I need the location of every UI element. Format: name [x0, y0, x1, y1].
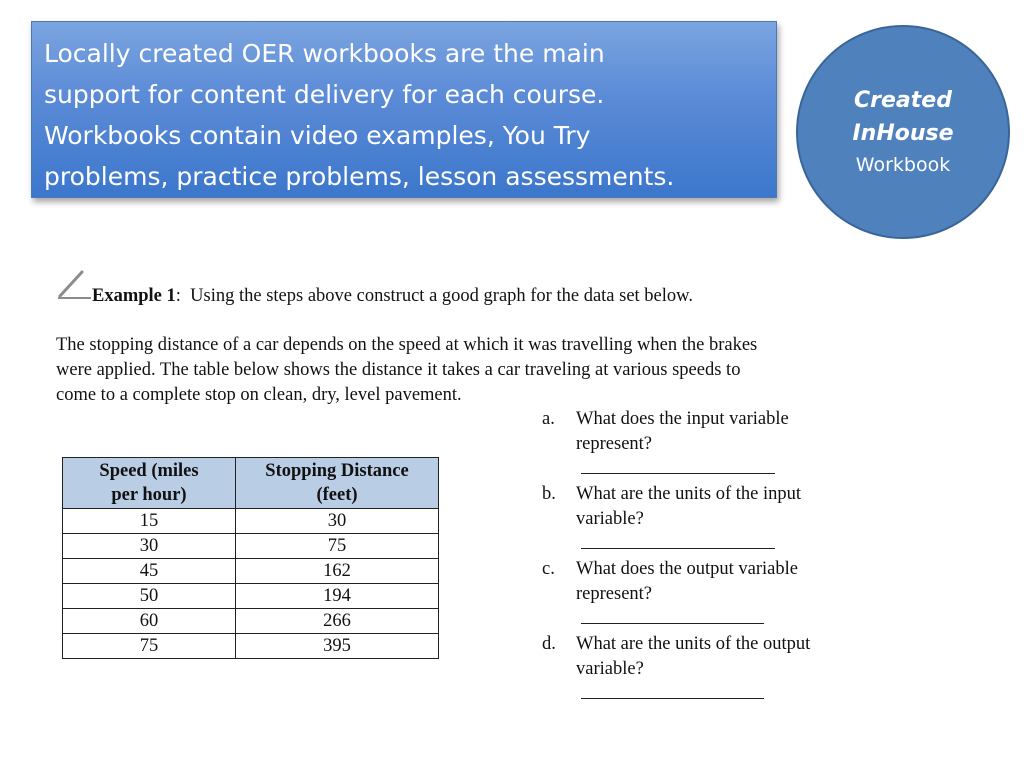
question-text: variable?	[576, 659, 644, 679]
stopping-distance-table	[62, 457, 439, 659]
callout-line: problems, practice problems, lesson assessments.	[44, 162, 675, 191]
cell-distance: 75	[236, 534, 439, 559]
cell-speed: 75	[63, 634, 236, 659]
badge-inhouse: InHouse	[852, 121, 954, 146]
table-row	[63, 534, 439, 559]
example-text: Using the steps above construct a good graph for the data set below.	[190, 286, 693, 306]
cell-speed: 60	[63, 609, 236, 634]
question-text: What does the input variable	[576, 409, 789, 429]
header-speed: Speed (miles per hour)	[63, 458, 236, 509]
pencil-icon	[56, 266, 92, 302]
cell-distance: 194	[236, 584, 439, 609]
cell-distance: 395	[236, 634, 439, 659]
example-label: Example 1	[92, 286, 176, 306]
callout-line: Workbooks contain video examples, You Try	[44, 121, 591, 150]
question-text: What are the units of the output	[576, 634, 811, 654]
cell-speed: 30	[63, 534, 236, 559]
workbook-badge	[796, 25, 1010, 239]
question-letter: d.	[542, 634, 556, 654]
answer-blank	[581, 532, 775, 549]
answer-blank	[581, 607, 764, 624]
cell-speed: 50	[63, 584, 236, 609]
intro-callout	[31, 21, 777, 198]
question-text: represent?	[576, 584, 653, 604]
cell-speed: 15	[63, 509, 236, 534]
description-line: were applied. The table below shows the distance it takes a car traveling at various speeds to	[56, 360, 741, 380]
question-text: What does the output variable	[576, 559, 798, 579]
header-stopping-distance: Stopping Distance (feet)	[236, 458, 439, 509]
table-row	[63, 634, 439, 659]
table-row	[63, 509, 439, 534]
table-row	[63, 609, 439, 634]
badge-created: Created	[854, 88, 952, 113]
description-line: come to a complete stop on clean, dry, level pavement.	[56, 385, 462, 405]
question-text: represent?	[576, 434, 653, 454]
problem-description	[56, 333, 886, 408]
table-row	[63, 584, 439, 609]
cell-distance: 266	[236, 609, 439, 634]
question-letter: b.	[542, 484, 556, 504]
question-text: What are the units of the input	[576, 484, 802, 504]
callout-line: support for content delivery for each course.	[44, 80, 605, 109]
cell-speed: 45	[63, 559, 236, 584]
question-letter: a.	[542, 409, 555, 429]
answer-blank	[581, 457, 775, 474]
example-heading	[92, 284, 693, 308]
description-line: The stopping distance of a car depends on the speed at which it was travelling when the brakes	[56, 335, 758, 355]
cell-distance: 30	[236, 509, 439, 534]
question-letter: c.	[542, 559, 555, 579]
table-header-row	[63, 458, 439, 509]
question-text: variable?	[576, 509, 644, 529]
table-row	[63, 559, 439, 584]
example-colon: :	[175, 286, 181, 306]
badge-workbook: Workbook	[855, 154, 951, 176]
callout-line: Locally created OER workbooks are the main	[44, 39, 605, 68]
cell-distance: 162	[236, 559, 439, 584]
answer-blank	[581, 682, 764, 699]
